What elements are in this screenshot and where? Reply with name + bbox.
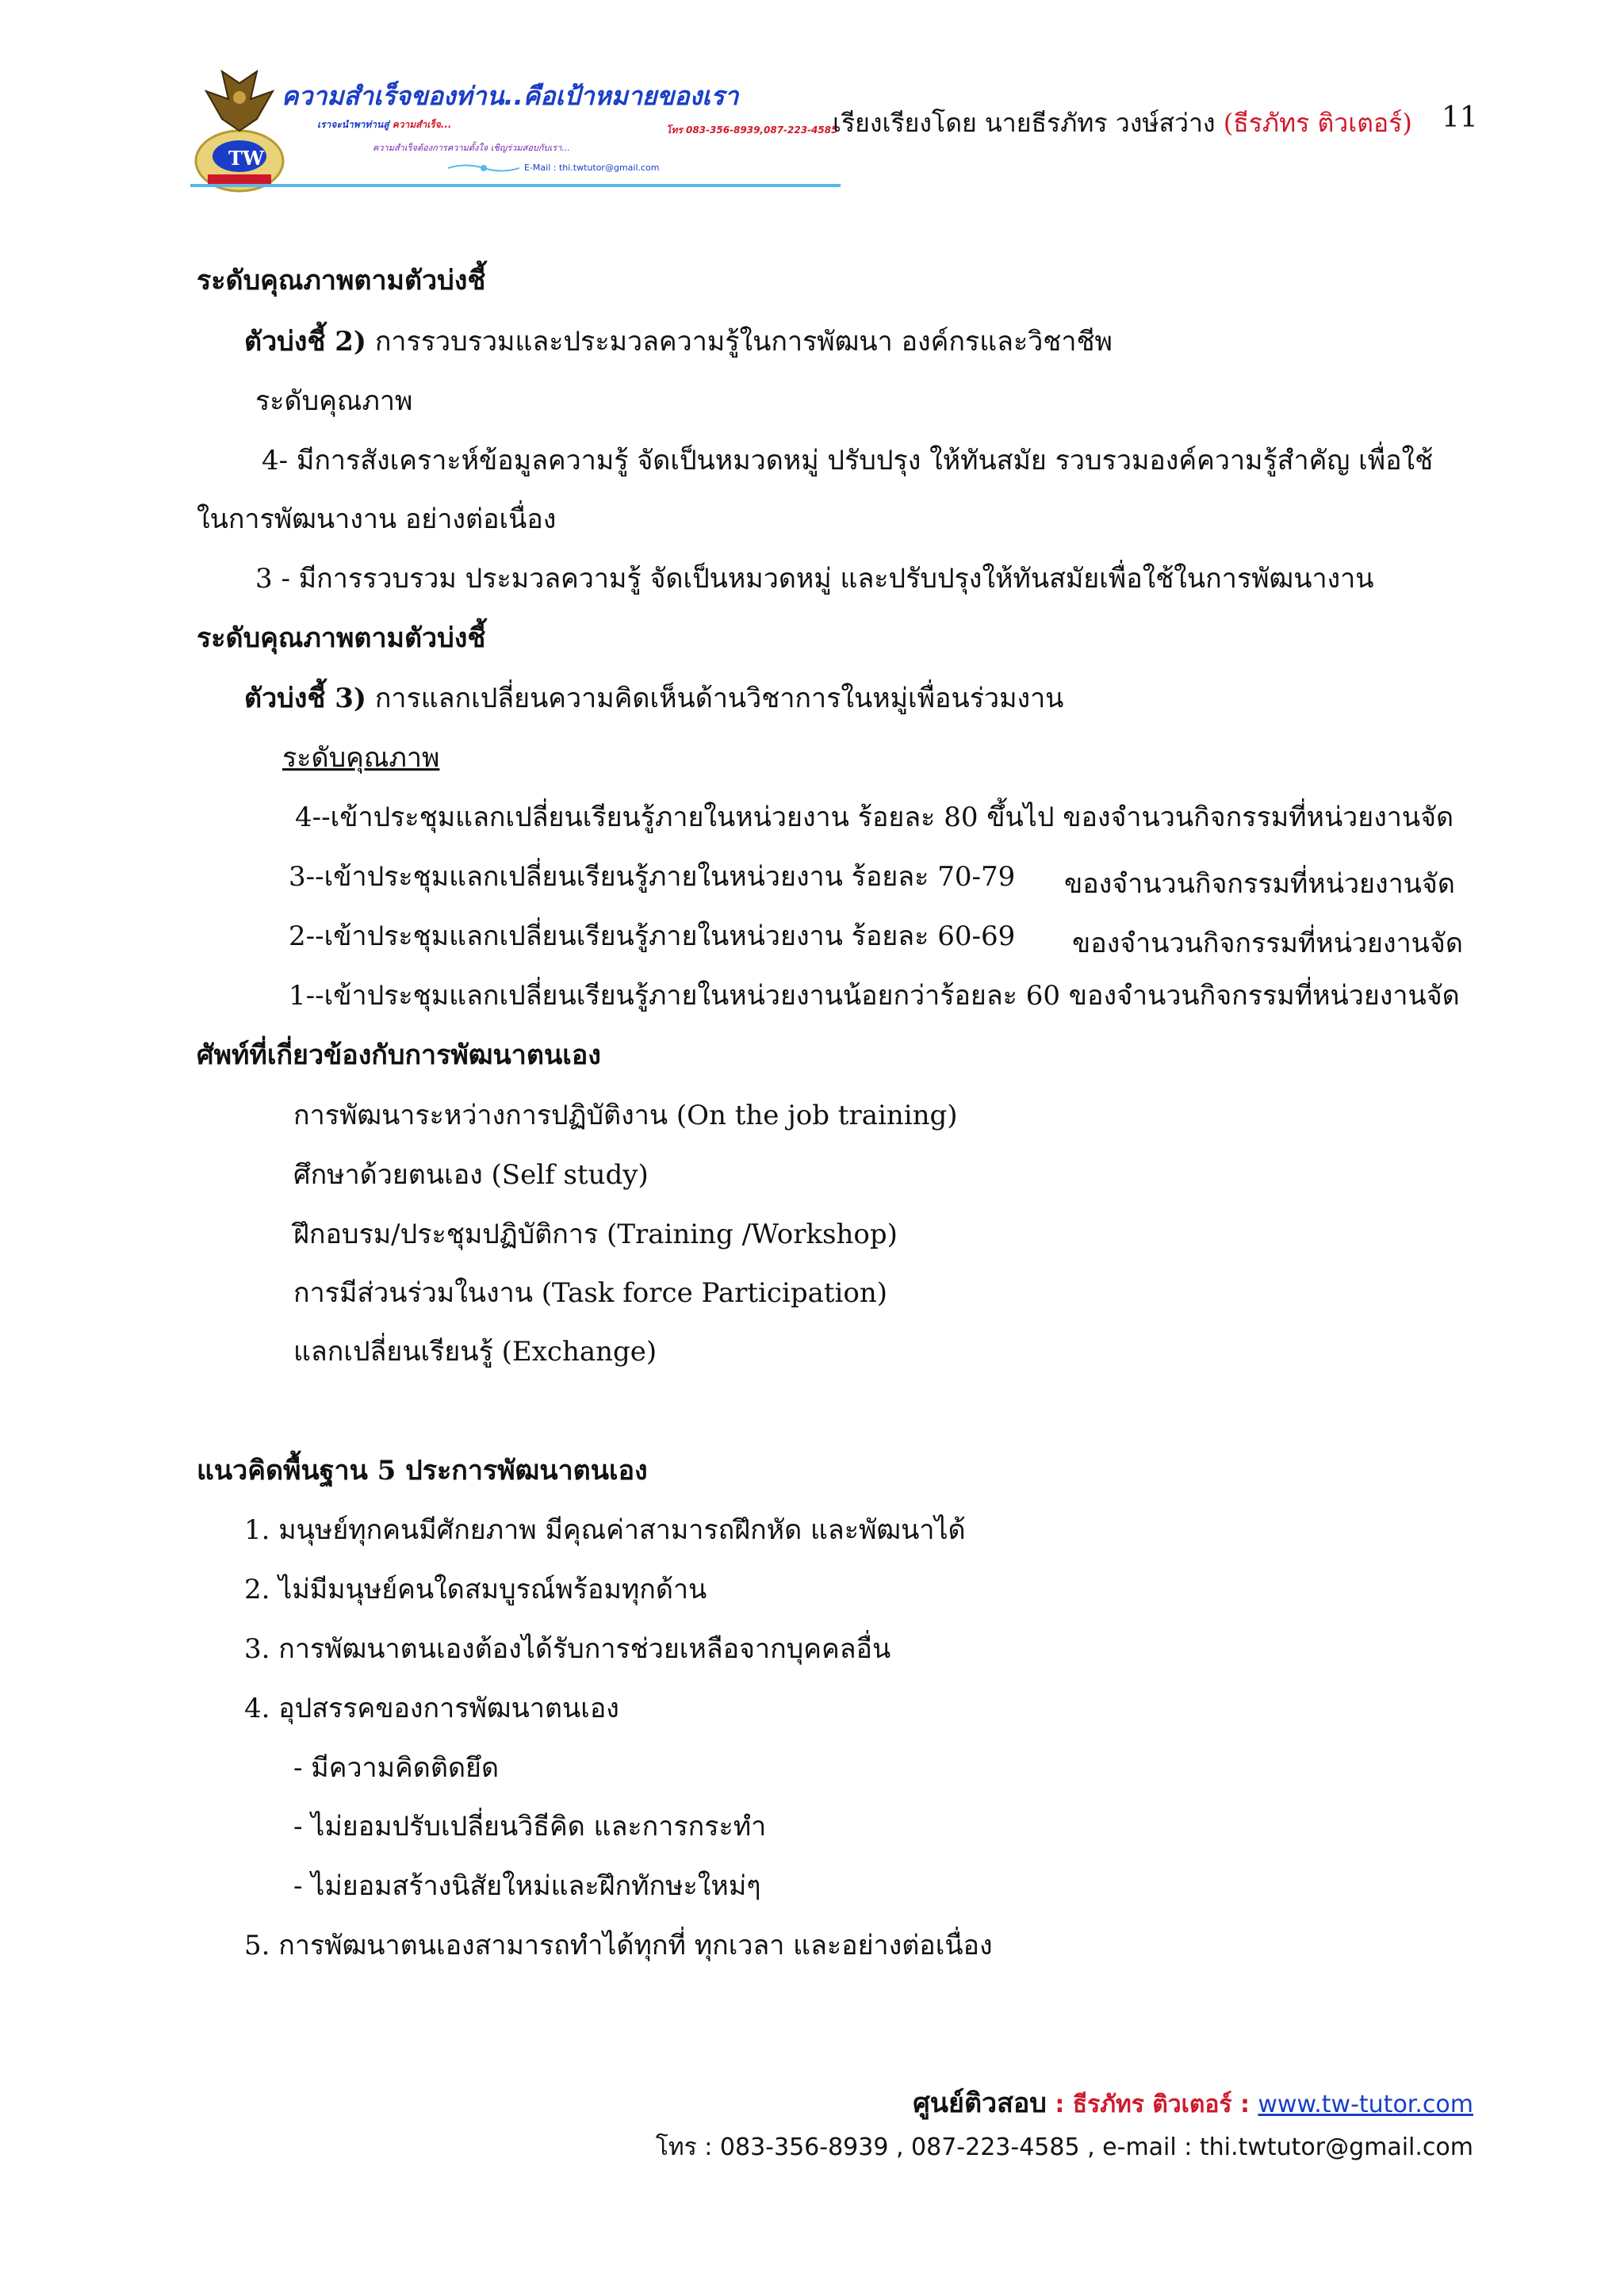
term-item: การพัฒนาระหว่างการปฏิบัติงาน (On the job training) bbox=[293, 1100, 958, 1131]
concepts-heading: แนวคิดพื้นฐาน 5 ประการพัฒนาตนเอง bbox=[197, 1455, 648, 1487]
author-alias: (ธีรภัทร ติวเตอร์) bbox=[1223, 108, 1412, 138]
section2-heading: ระดับคุณภาพตามตัวบ่งชี้ bbox=[197, 622, 486, 654]
section1-indicator bbox=[244, 327, 1113, 358]
concept-item: 2. ไม่มีมนุษย์คนใดสมบูรณ์พร้อมทุกด้าน bbox=[244, 1574, 707, 1605]
section1-heading: ระดับคุณภาพตามตัวบ่งชี้ bbox=[197, 265, 486, 297]
author-name: เรียงเรียงโดย นายธีรภัทร วงษ์สว่าง bbox=[833, 108, 1216, 138]
quality-level-suffix: ของจำนวนกิจกรรมที่หน่วยงานจัด bbox=[1064, 868, 1455, 900]
section2-quality-label: ระดับคุณภาพ bbox=[282, 742, 440, 774]
header-slogan: ความสำเร็จของท่าน..คือเป้าหมายของเรา bbox=[282, 81, 739, 111]
header-subline-1 bbox=[317, 117, 451, 132]
logo-badge-text: TW bbox=[228, 147, 264, 170]
footer-line-1 bbox=[913, 2081, 1473, 2124]
concept-item: 4. อุปสรรคของการพัฒนาตนเอง bbox=[244, 1693, 619, 1724]
subline-text: เราจะนำพาท่านสู่ bbox=[317, 119, 389, 130]
footer-center-label: ศูนย์ติวสอบ bbox=[913, 2087, 1047, 2119]
section1-level4-line2: ในการพัฒนางาน อย่างต่อเนื่อง bbox=[197, 503, 557, 535]
footer-separator: : bbox=[1046, 2091, 1073, 2118]
quality-level-row: 1--เข้าประชุมแลกเปลี่ยนเรียนรู้ภายในหน่วยงานน้อยกว่าร้อยละ 60 ของจำนวนกิจกรรมที่หน่วยงานจัด bbox=[289, 980, 1460, 1012]
header-phone: โทร 083-356-8939,087-223-4585 bbox=[666, 124, 838, 136]
section1-level4-line1: 4- มีการสังเคราะห์ข้อมูลความรู้ จัดเป็นหมวดหมู่ ปรับปรุง ให้ทันสมัย รวบรวมองค์ความรู้สำคัญ เพื่อใช้ bbox=[262, 445, 1434, 476]
footer-tutor-name: ธีรภัทร ติวเตอร์ bbox=[1072, 2091, 1232, 2118]
indicator-text: การแลกเปลี่ยนความคิดเห็นด้านวิชาการในหมู่เพื่อนร่วมงาน bbox=[374, 683, 1064, 714]
ornament-icon bbox=[448, 163, 519, 174]
section1-level3: 3 - มีการรวบรวม ประมวลความรู้ จัดเป็นหมวดหมู่ และปรับปรุงให้ทันสมัยเพื่อใช้ในการพัฒนางาน bbox=[255, 563, 1374, 595]
terms-heading: ศัพท์ที่เกี่ยวข้องกับการพัฒนาตนเอง bbox=[197, 1039, 601, 1071]
indicator-text: การรวบรวมและประมวลความรู้ในการพัฒนา องค์กรและวิชาชีพ bbox=[374, 326, 1113, 358]
concept-sub-item: - มีความคิดติดยึด bbox=[293, 1752, 500, 1784]
quality-level-row: 4--เข้าประชุมแลกเปลี่ยนเรียนรู้ภายในหน่วยงาน ร้อยละ 80 ขึ้นไป ของจำนวนกิจกรรมที่หน่วยงานจัด bbox=[295, 802, 1454, 833]
footer-contact: โทร : 083-356-8939 , 087-223-4585 , e-mail : thi.twtutor@gmail.com bbox=[655, 2133, 1473, 2161]
header-subline-2: ความสำเร็จต้องการความตั้งใจ เชิญร่วมสอบกับเรา... bbox=[373, 143, 570, 153]
section1-quality-label: ระดับคุณภาพ bbox=[255, 385, 413, 417]
quality-level-row: 2--เข้าประชุมแลกเปลี่ยนเรียนรู้ภายในหน่วยงาน ร้อยละ 60-69 bbox=[289, 920, 1016, 952]
concept-item: 1. มนุษย์ทุกคนมีศักยภาพ มีคุณค่าสามารถฝึกหัด และพัฒนาได้ bbox=[244, 1514, 966, 1546]
concept-item: 5. การพัฒนาตนเองสามารถทำได้ทุกที่ ทุกเวลา และอย่างต่อเนื่อง bbox=[244, 1930, 993, 1961]
header-rule bbox=[190, 184, 841, 187]
quality-level-row: 3--เข้าประชุมแลกเปลี่ยนเรียนรู้ภายในหน่วยงาน ร้อยละ 70-79 bbox=[289, 861, 1016, 893]
concept-sub-item: - ไม่ยอมสร้างนิสัยใหม่และฝึกทักษะใหม่ๆ bbox=[293, 1870, 761, 1902]
concept-item: 3. การพัฒนาตนเองต้องได้รับการช่วยเหลือจากบุคคลอื่น bbox=[244, 1633, 891, 1665]
footer-website-link[interactable]: www.tw-tutor.com bbox=[1258, 2091, 1473, 2118]
concept-sub-item: - ไม่ยอมปรับเปลี่ยนวิธีคิด และการกระทำ bbox=[293, 1811, 767, 1843]
quality-level-suffix: ของจำนวนกิจกรรมที่หน่วยงานจัด bbox=[1072, 928, 1463, 959]
header-email-text: E-Mail : thi.twtutor@gmail.com bbox=[524, 163, 660, 173]
header-email bbox=[448, 163, 660, 174]
footer-separator: : bbox=[1231, 2091, 1258, 2118]
term-item: ฝึกอบรม/ประชุมปฏิบัติการ (Training /Workshop) bbox=[293, 1219, 898, 1250]
indicator-label: ตัวบ่งชี้ 3) bbox=[244, 683, 367, 714]
subline-highlight: ความสำเร็จ... bbox=[392, 119, 452, 130]
page-number: 11 bbox=[1442, 101, 1478, 134]
indicator-label: ตัวบ่งชี้ 2) bbox=[244, 326, 367, 358]
section2-indicator bbox=[244, 683, 1063, 714]
term-item: ศึกษาด้วยตนเอง (Self study) bbox=[293, 1159, 649, 1191]
header-author bbox=[833, 103, 1412, 144]
term-item: การมีส่วนร่วมในงาน (Task force Participation) bbox=[293, 1277, 888, 1309]
term-item: แลกเปลี่ยนเรียนรู้ (Exchange) bbox=[293, 1336, 657, 1368]
